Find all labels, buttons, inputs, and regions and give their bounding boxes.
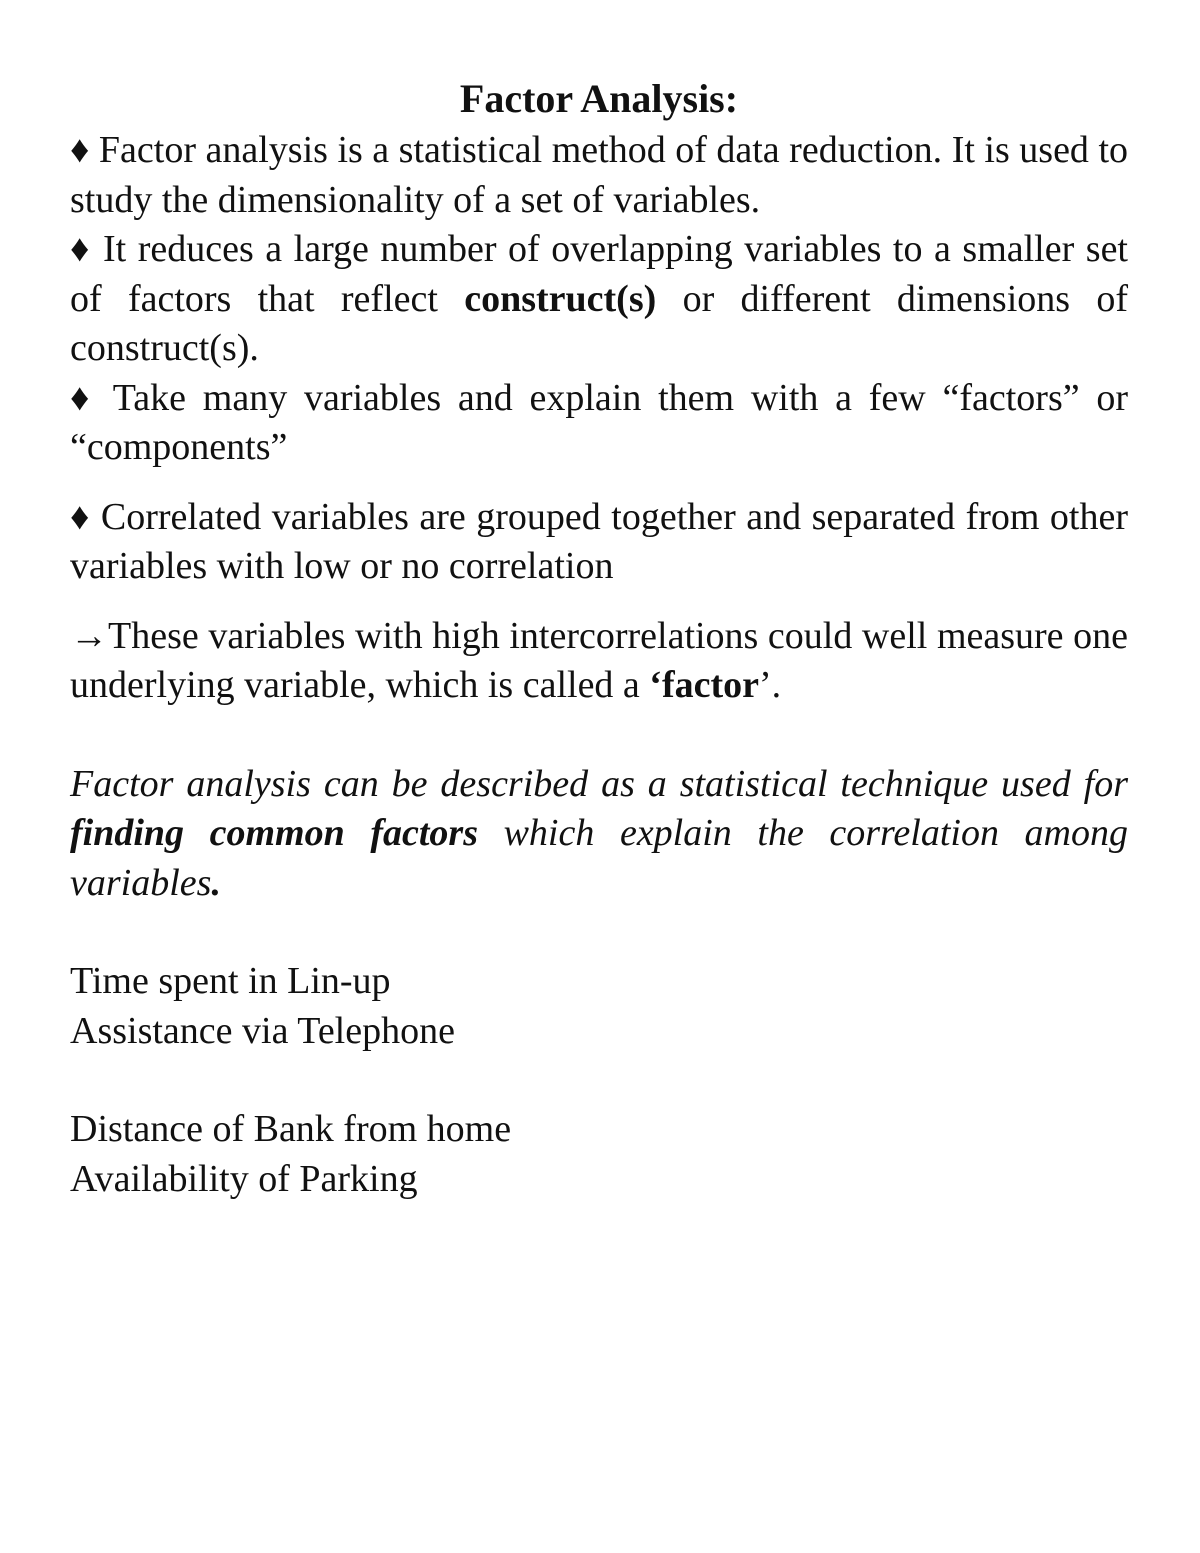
quote-open: ‘ [649, 664, 662, 706]
diamond-bullet-icon: ♦ [70, 376, 97, 419]
bullet-text-2-bold: construct(s) [464, 277, 657, 320]
variable-item: Assistance via Telephone [70, 1009, 455, 1052]
variable-item: Time spent in Lin-up [70, 960, 391, 1002]
document-page [70, 72, 1128, 1204]
factor-term: factor [661, 664, 759, 706]
definition-text-after: which explain the correlation among variables [70, 812, 1129, 904]
bullet-text-3: Take many variables and explain them with a few “factors” or “components” [70, 376, 1128, 468]
arrow-paragraph [70, 612, 1128, 711]
page-title: Factor Analysis: [459, 76, 739, 121]
bullet-paragraph-3 [70, 374, 1128, 473]
definition-text-before: Factor analysis can be described as a statistical technique used for [70, 762, 1128, 805]
variable-group-2 [70, 1105, 1128, 1204]
bullet-paragraph-1 [70, 126, 1128, 225]
variable-item: Distance of Bank from home [70, 1108, 512, 1150]
diamond-bullet-icon: ♦ [70, 495, 91, 538]
bullet-paragraph-2 [70, 225, 1128, 374]
definition-bold-term: finding common factors [70, 812, 478, 854]
arrow-text-after: . [771, 664, 782, 706]
bullet-text-2-before: It reduces a large number of overlapping variables to a smaller set of factors that reflect [70, 228, 1128, 320]
bullet-text-4: Correlated variables are grouped together and separated from other variables with low or no correlation [70, 495, 1129, 587]
definition-paragraph [70, 760, 1128, 909]
bullet-text-2-after: or different dimensions of construct(s). [70, 277, 1128, 369]
bullet-paragraph-4 [70, 493, 1128, 592]
arrow-text-before: These variables with high intercorrelations could well measure one underlying variable, which is called a [70, 614, 1128, 706]
variable-group-1 [70, 957, 1128, 1056]
variable-item: Availability of Parking [70, 1157, 418, 1200]
diamond-bullet-icon: ♦ [70, 228, 92, 270]
right-arrow-icon: → [70, 614, 108, 657]
bullet-text-1: Factor analysis is a statistical method of data reduction. It is used to study the dimensionality of a set of variables. [70, 129, 1129, 221]
diamond-bullet-icon: ♦ [70, 129, 90, 171]
definition-period: . [211, 861, 221, 904]
quote-close: ’ [759, 664, 772, 706]
